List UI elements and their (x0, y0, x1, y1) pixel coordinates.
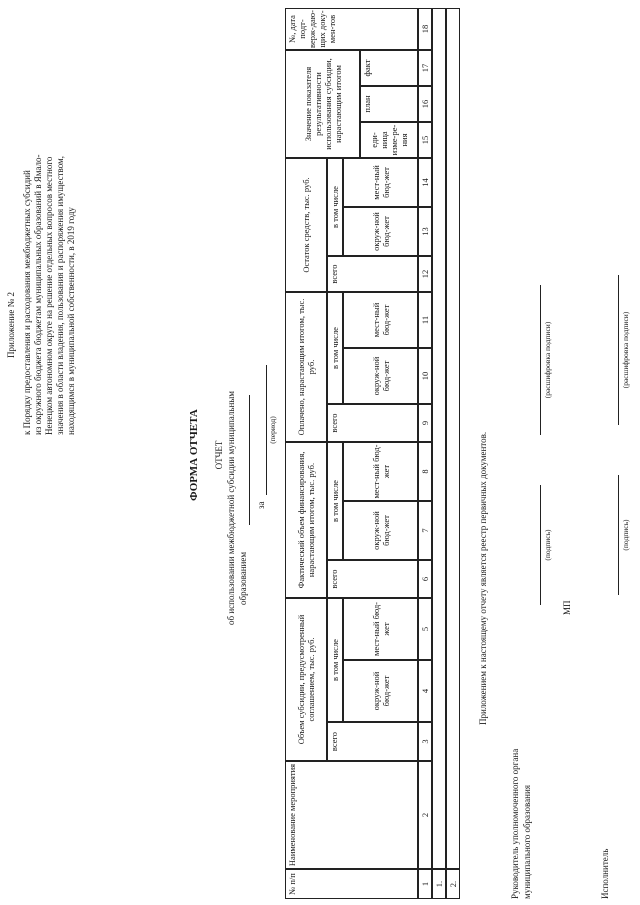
col-number: 7 (418, 501, 432, 560)
header-paid-local: мест-ный бюд-жет (343, 292, 418, 348)
appendix-line: к Порядку предоставления и расходования межбюджетных субсидий (22, 170, 32, 435)
appendix-line: находящимся в муниципальной собственности, в 2019 году (66, 207, 76, 435)
col-number: 16 (418, 86, 432, 122)
header-result-unit: еди-ница изме-ре-ния (360, 122, 418, 158)
executor-decode-caption: (расшифровка подписи) (621, 311, 630, 389)
header-paid-total: всего (327, 404, 418, 442)
executor-signature-caption: (подпись) (621, 519, 630, 551)
col-number: 13 (418, 207, 432, 256)
appendix-line: значения в области владения, пользования и распоряжения имуществом, (55, 156, 65, 435)
signature-caption: (подпись) (543, 529, 552, 561)
table-row-number: 1. (432, 869, 446, 899)
header-volume: Объем субсидии, предусмотренный соглашением, тыс. руб. (285, 598, 327, 761)
table-row (432, 8, 446, 869)
appendix-line: Ненецком автономном округе на решение отдельных вопросов местного (44, 156, 54, 435)
table-row (446, 8, 460, 869)
header-remain-local: мест-ный бюд-жет (343, 158, 418, 207)
form-title: ФОРМА ОТЧЕТА (188, 409, 200, 501)
header-remain-including: в том числе (327, 158, 343, 256)
col-number: 17 (418, 50, 432, 86)
col-number: 9 (418, 404, 432, 442)
col-number: 1 (418, 869, 432, 899)
header-docs: №, дата подт-верж-даю-щих доку-мен-тов (285, 8, 418, 50)
report-subtitle-2: образованием (238, 551, 248, 605)
appendix-number: Приложение № 2 (6, 292, 16, 358)
header-remain-total: всего (327, 256, 418, 292)
header-paid-district: окруж-ной бюд-жет (343, 348, 418, 404)
header-actual-total: всего (327, 560, 418, 598)
header-actual-including: в том числе (327, 442, 343, 560)
report-title: ОТЧЕТ (214, 440, 224, 470)
header-actual-district: окруж-ной бюд-жет (343, 501, 418, 560)
col-number: 12 (418, 256, 432, 292)
col-number: 3 (418, 722, 432, 761)
header-result-plan: план (360, 86, 418, 122)
table-row-number: 2. (446, 869, 460, 899)
header-result-fact: факт (360, 50, 418, 86)
header-np: № п/п (285, 869, 418, 899)
decode-caption: (расшифровка подписи) (543, 321, 552, 399)
header-volume-district: окруж-ной бюд-жет (343, 660, 418, 722)
executor-label: Исполнитель (600, 848, 610, 899)
col-number: 18 (418, 8, 432, 50)
col-number: 8 (418, 442, 432, 501)
header-name: Наименование мероприятия (285, 761, 418, 869)
header-remain: Остаток средств, тыс. руб. (285, 158, 327, 292)
head-line-2: муниципального образования (522, 785, 532, 899)
header-result: Значение показателя результативности использования субсидии, нарастающим итогом (285, 50, 360, 158)
period-caption: (период) (268, 416, 277, 444)
seal-mark: МП (562, 600, 572, 615)
report-subtitle-1: об использовании межбюджетной субсидии муниципальным (226, 391, 236, 625)
col-number: 14 (418, 158, 432, 207)
header-paid-including: в том числе (327, 292, 343, 404)
col-number: 2 (418, 761, 432, 869)
col-number: 11 (418, 292, 432, 348)
header-volume-local: мест-ный бюд-жет (343, 598, 418, 660)
col-number: 6 (418, 560, 432, 598)
header-actual: Фактический объем финансирования, нарастающим итогом, тыс. руб. (285, 442, 327, 598)
header-paid: Оплачено, нарастающим итогом, тыс. руб. (285, 292, 327, 442)
col-number: 15 (418, 122, 432, 158)
period-prefix: за (256, 501, 266, 509)
appendix-line: из окружного бюджета бюджетам муниципальных образований в Ямало- (33, 154, 43, 435)
col-number: 5 (418, 598, 432, 660)
header-volume-including: в том числе (327, 598, 343, 722)
header-volume-total: всего (327, 722, 418, 761)
appendix-text (22, 10, 77, 435)
col-number: 4 (418, 660, 432, 722)
head-line-1: Руководитель уполномоченного органа (510, 748, 520, 899)
header-remain-district: окруж-ной бюд-жет (343, 207, 418, 256)
header-actual-local: мест-ный бюд-жет (343, 442, 418, 501)
col-number: 10 (418, 348, 432, 404)
attachment-note: Приложением к настоящему отчету является реестр первичных документов. (478, 431, 488, 725)
